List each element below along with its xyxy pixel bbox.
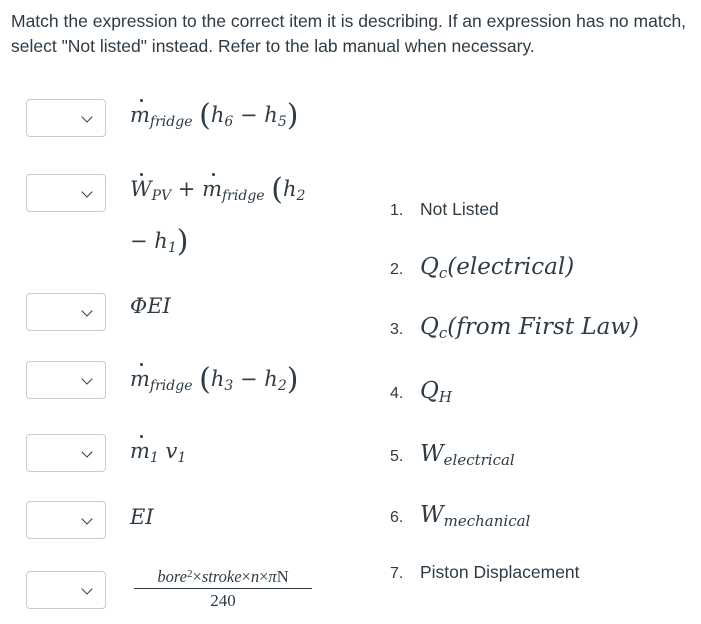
match-select-5[interactable]: [26, 434, 106, 472]
expression-6: EI: [130, 505, 154, 529]
match-select-6[interactable]: [26, 501, 106, 539]
expression-3: ΦEI: [130, 294, 171, 318]
expression-2: $W_{PV} + m_{fridge}$ ($h_2$: [130, 172, 306, 207]
expression-4: $m_{fridge}$ $(h_3 - h_2)$: [130, 362, 299, 397]
chevron-down-icon: [81, 186, 92, 197]
answer-item-1: 1. Not Listed: [390, 199, 499, 219]
chevron-down-icon: [81, 583, 92, 594]
expression-7-fraction: [134, 567, 312, 611]
expression-2-continued: − $h_1$): [130, 224, 189, 259]
fraction-denominator: 240: [210, 591, 236, 610]
chevron-down-icon: [81, 513, 92, 524]
chevron-down-icon: [81, 305, 92, 316]
chevron-down-icon: [81, 446, 92, 457]
match-select-1[interactable]: [26, 99, 106, 137]
answer-item-5: 5. $W_{electrical}$: [390, 441, 515, 469]
match-select-4[interactable]: [26, 361, 106, 399]
expression-5: $m_1$ $v_1$: [130, 436, 186, 466]
answer-item-7: 7. Piston Displacement: [390, 562, 580, 582]
match-select-7[interactable]: [26, 571, 106, 609]
fraction-numerator: bore$^2$×stroke×n×πN: [134, 567, 312, 589]
answer-item-4: 4. $Q_H$: [390, 378, 452, 406]
expression-1: $m_{fridge}$ $(h_6 - h_5)$: [130, 98, 299, 133]
instructions-text: Match the expression to the correct item it is describing. If an expression has no match, select "Not listed" instead. Refer to the lab manual when necessary.: [11, 11, 687, 56]
answer-item-6: 6. $W_{mechanical}$: [390, 502, 531, 530]
chevron-down-icon: [81, 111, 92, 122]
answer-item-3: 3. $Q_c(from$ First Law): [390, 314, 640, 342]
match-select-3[interactable]: [26, 293, 106, 331]
match-select-2[interactable]: [26, 174, 106, 212]
answer-item-2: 2. $Q_c(electrical)$: [390, 254, 575, 282]
chevron-down-icon: [81, 373, 92, 384]
